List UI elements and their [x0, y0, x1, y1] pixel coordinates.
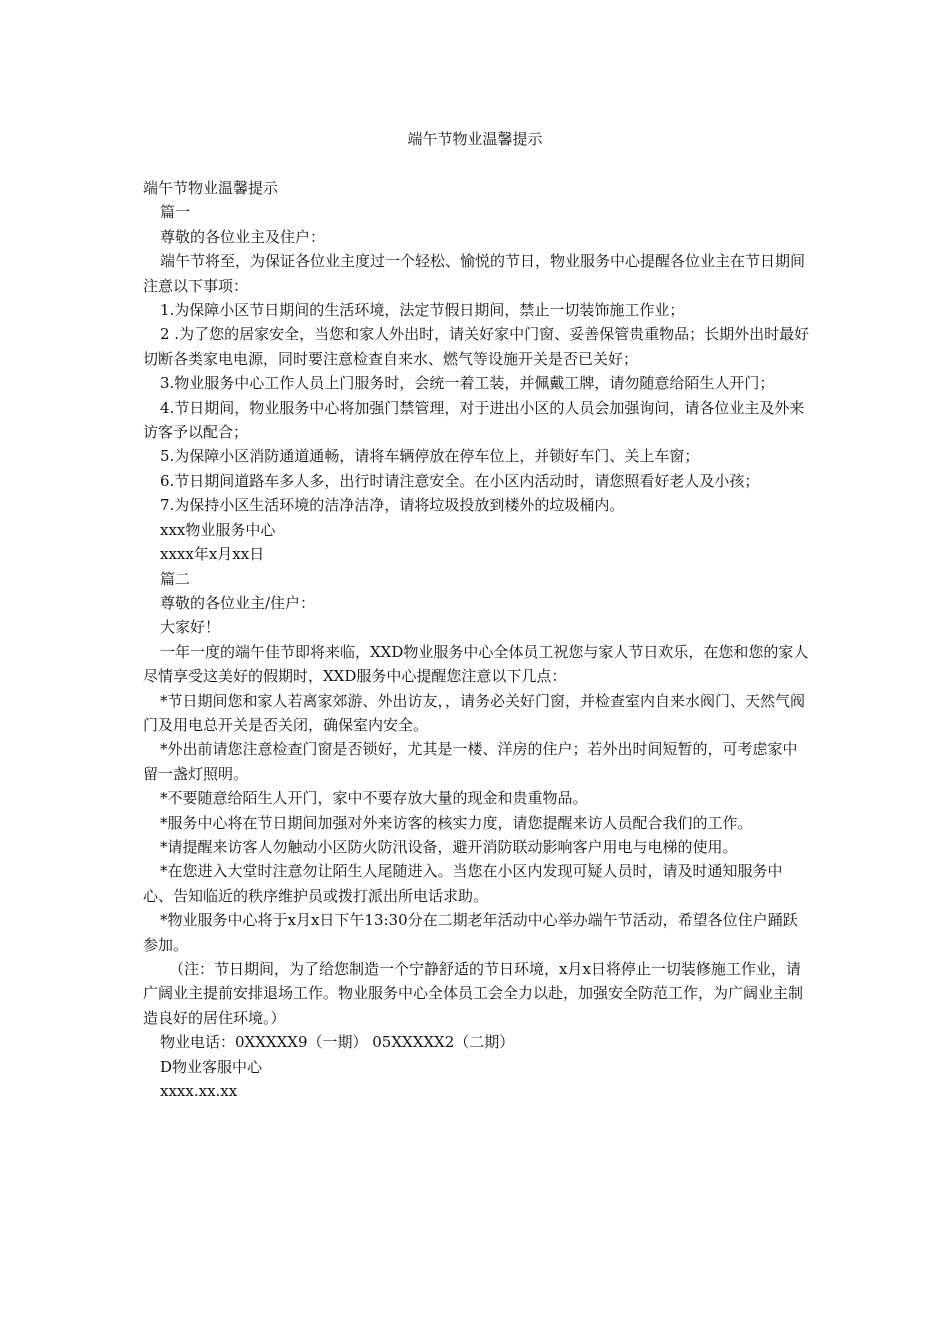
- paragraph: 篇二: [160, 569, 191, 588]
- bullet-paragraph: *不要随意给陌生人开门，家中不要存放大量的现金和贵重物品。: [160, 789, 588, 808]
- paragraph: 端午节将至，为保证各位业主度过一个轻松、愉悦的节日，物业服务中心提醒各位业主在节日期间注意以下事项：: [143, 252, 806, 295]
- paragraph: 2 .为了您的居家安全，当您和家人外出时，请关好家中门窗、妥善保管贵重物品；长期外出时最好切断各类家电电源，同时要注意检查自来水、燃气等设施开关是否已关好；: [143, 325, 810, 368]
- bullet-paragraph: *请提醒来访客人勿触动小区防火防汛设备，避开消防联动影响客户用电与电梯的使用。: [160, 837, 738, 856]
- paragraph: 1.为保障小区节日期间的生活环境，法定节假日期间，禁止一切装饰施工作业；: [160, 301, 685, 320]
- phone-line: 物业电话：0XXXXX9（一期） 05XXXXX2（二期）: [160, 1033, 515, 1052]
- paragraph: 篇一: [160, 203, 191, 222]
- paragraph: 4.节日期间，物业服务中心将加强门禁管理，对于进出小区的人员会加强询问，请各位业主及外来访客予以配合；: [143, 398, 805, 442]
- paragraph: 3.物业服务中心工作人员上门服务时，会统一着工装，并佩戴工牌，请勿随意给陌生人开门；: [160, 374, 775, 393]
- paragraph: 6.节日期间道路车多人多，出行时请注意安全。在小区内活动时，请您照看好老人及小孩；: [160, 471, 760, 490]
- paragraph: 尊敬的各位业主/住户：: [160, 593, 316, 612]
- paragraph: 尊敬的各位业主及住户：: [160, 227, 326, 246]
- note-paragraph: （注：节日期间，为了给您制造一个宁静舒适的节日环境，x月x日将停止一切装修施工作业，请广阔业主提前安排退场工作。物业服务中心全体员工会全力以赴，加强安全防范工作，为广阔业主制造良好的居住环境。）: [143, 960, 804, 1027]
- paragraph: 大家好！: [160, 618, 221, 637]
- signature-date: xxxx.xx.xx: [160, 1082, 238, 1101]
- bullet-paragraph: *物业服务中心将于x月x日下午13:30分在二期老年活动中心举办端午节活动，希望各位住户踊跃参加。: [143, 911, 798, 954]
- signature-date: xxxx年x月xx日: [160, 545, 265, 564]
- paragraph: 一年一度的端午佳节即将来临，XXD物业服务中心全体员工祝您与家人节日欢乐，在您和您的家人尽情享受这美好的假期时，XXD服务中心提醒您注意以下几点：: [143, 642, 809, 686]
- signature-org: D物业客服中心: [160, 1057, 263, 1076]
- bullet-paragraph: *服务中心将在节日期间加强对外来访客的核实力度，请您提醒来访人员配合我们的工作。: [160, 813, 753, 832]
- paragraph: 7.为保持小区生活环境的洁净洁净，请将垃圾投放到楼外的垃圾桶内。: [160, 496, 625, 515]
- paragraph: 5.为保障小区消防通道通畅，请将车辆停放在停车位上，并锁好车门、关上车窗；: [160, 447, 700, 466]
- signature-org: xxx物业服务中心: [160, 520, 276, 539]
- paragraph: 端午节物业温馨提示: [143, 179, 279, 197]
- bullet-paragraph: *外出前请您注意检查门窗是否锁好，尤其是一楼、洋房的住户；若外出时间短暂的，可考虑家中留一盏灯照明。: [143, 740, 798, 783]
- bullet-paragraph: *节日期间您和家人若离家郊游、外出访友，，请务必关好门窗，并检查室内自来水阀门、天然气阀门及用电总开关是否关闭，确保室内安全。: [143, 691, 806, 734]
- document-title: 端午节物业温馨提示: [407, 130, 543, 148]
- document-body: [143, 176, 811, 1103]
- bullet-paragraph: *在您进入大堂时注意勿让陌生人尾随进入。当您在小区内发现可疑人员时，请及时通知服务中心、告知临近的秩序维护员或拨打派出所电话求助。: [143, 862, 783, 905]
